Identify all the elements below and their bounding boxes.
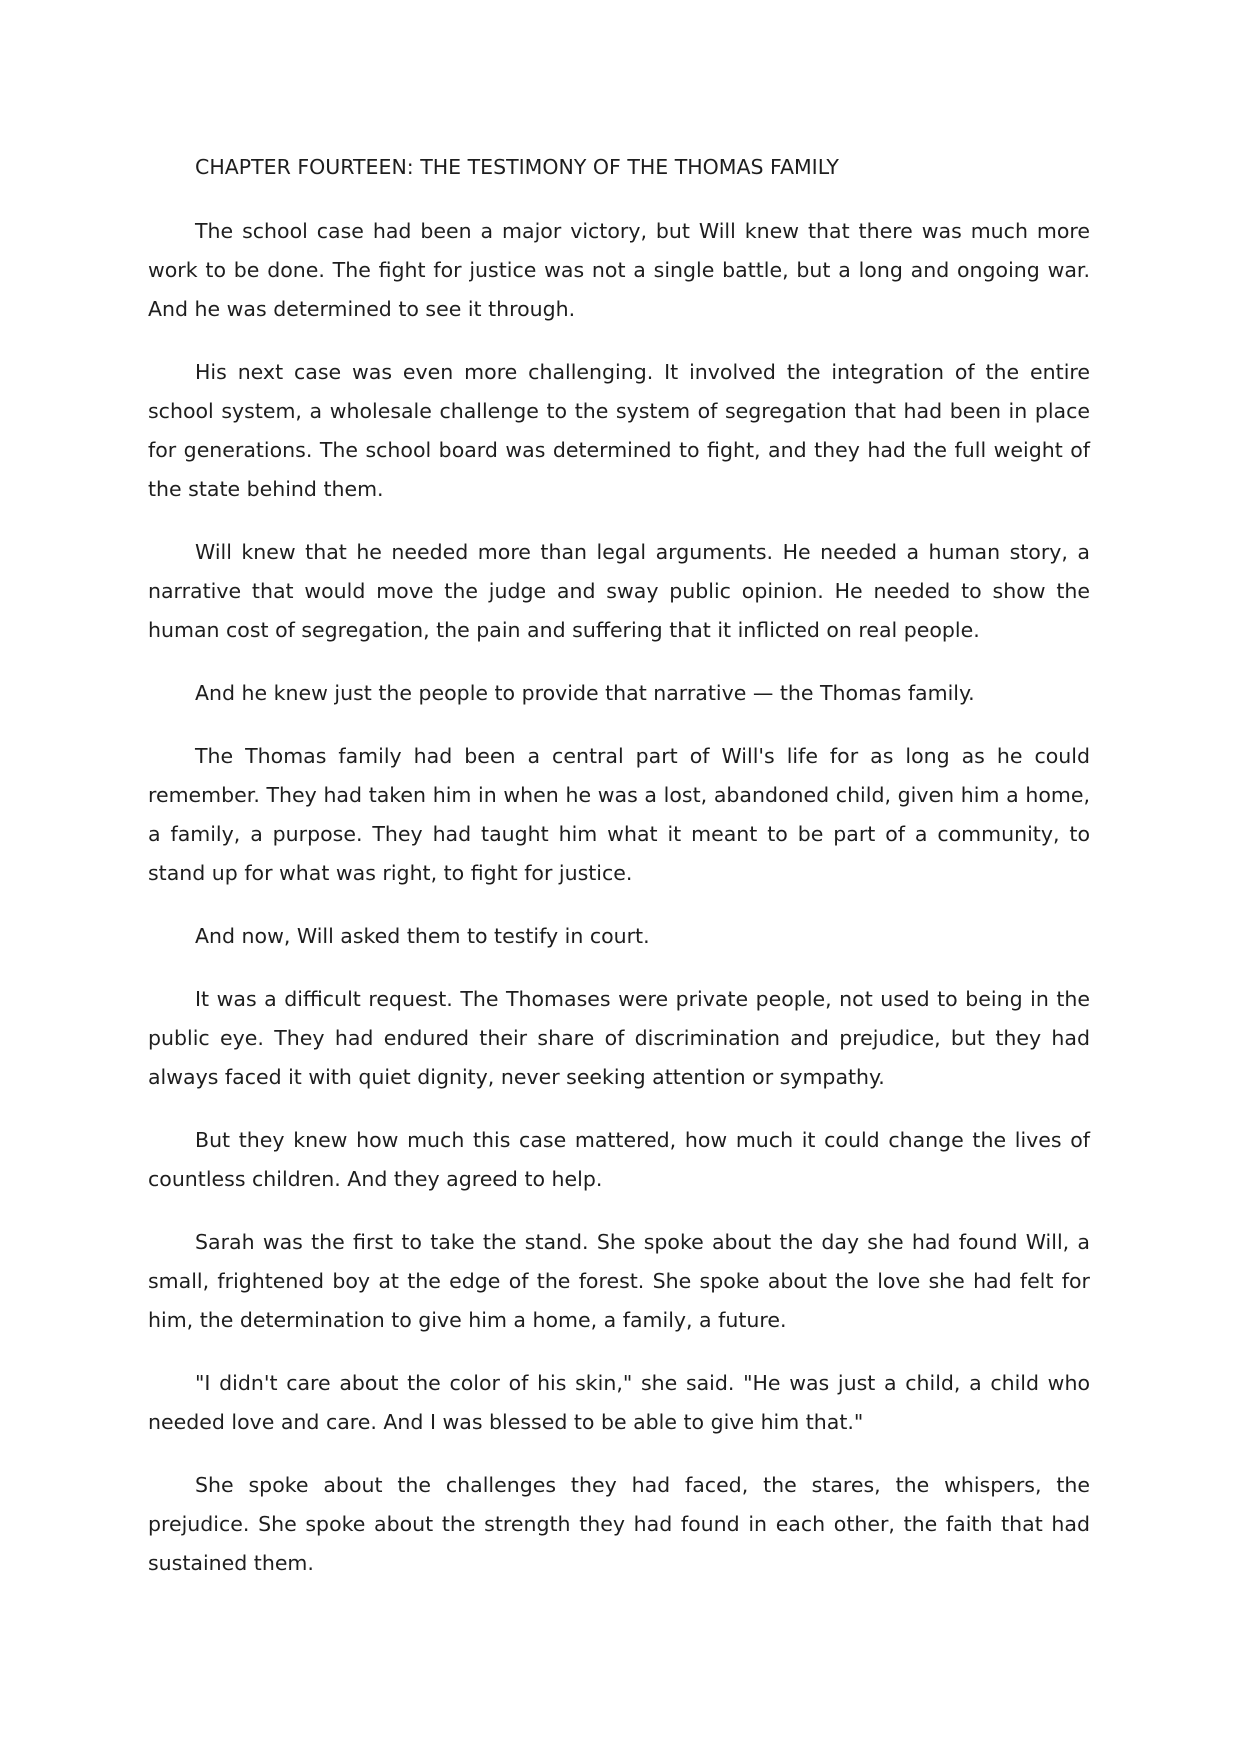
paragraph: And now, Will asked them to testify in court. xyxy=(195,924,650,948)
paragraph: It was a difficult request. The Thomases were private people, not used to being in the public eye. They had endured their share of discrimination and prejudice, but they had always faced it with quiet dignity, never seeking attention or sympathy. xyxy=(148,987,1090,1089)
chapter-title: CHAPTER FOURTEEN: THE TESTIMONY OF THE THOMAS FAMILY xyxy=(195,155,839,179)
chapter-body xyxy=(148,148,1090,1607)
paragraph: But they knew how much this case mattered, how much it could change the lives of countless children. And they agreed to help. xyxy=(148,1128,1090,1191)
paragraph: The school case had been a major victory, but Will knew that there was much more work to be done. The fight for justice was not a single battle, but a long and ongoing war. And he was determined to see it through. xyxy=(148,219,1090,321)
paragraph: And he knew just the people to provide that narrative — the Thomas family. xyxy=(195,681,975,705)
paragraph: Sarah was the first to take the stand. She spoke about the day she had found Will, a small, frightened boy at the edge of the forest. She spoke about the love she had felt for him, the determination to give him a home, a family, a future. xyxy=(148,1230,1090,1332)
paragraph: The Thomas family had been a central part of Will's life for as long as he could remember. They had taken him in when he was a lost, abandoned child, given him a home, a family, a purpose. They had taught him what it meant to be part of a community, to stand up for what was right, to fight for justice. xyxy=(148,744,1090,885)
paragraph: "I didn't care about the color of his skin," she said. "He was just a child, a child who needed love and care. And I was blessed to be able to give him that." xyxy=(148,1371,1090,1434)
paragraph: Will knew that he needed more than legal arguments. He needed a human story, a narrative that would move the judge and sway public opinion. He needed to show the human cost of segregation, the pain and suffering that it inflicted on real people. xyxy=(148,540,1090,642)
paragraph: His next case was even more challenging. It involved the integration of the entire school system, a wholesale challenge to the system of segregation that had been in place for generations. The school board was determined to fight, and they had the full weight of the state behind them. xyxy=(148,360,1090,501)
paragraph: She spoke about the challenges they had faced, the stares, the whispers, the prejudice. She spoke about the strength they had found in each other, the faith that had sustained them. xyxy=(148,1473,1090,1575)
